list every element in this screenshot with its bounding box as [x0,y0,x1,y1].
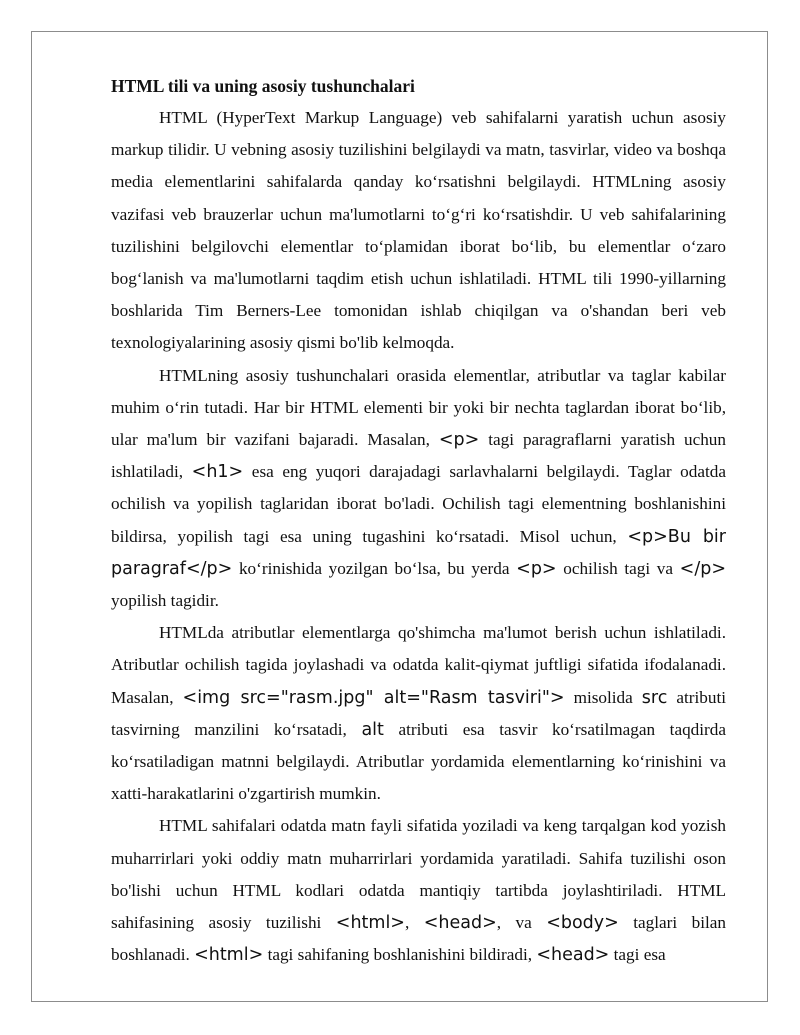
text-run: HTMLda atributlar elementlarga qo'shimcha ma'lumot berish uchun ishlatiladi. Atributlar ochilish tagida joylashadi va odatda kalit-qiymat juftligi sifatida ifodalanadi. Masalan, [111,623,726,707]
paragraph-elements-tags [111,360,726,618]
code-html-tag: <html> [335,913,405,934]
text-run: esa eng yuqori darajadagi sarlavhalarni belgilaydi. Taglar odatda ochilish va yopilish taglaridan iborat bo'ladi. Ochilish tagi elementning boshlanishini bildirsa, yopilish tagi esa uning tugashini ko‘rsatadi. Misol uchun, [111,462,726,546]
code-alt-attribute: alt [361,719,384,740]
code-src-attribute: src [641,687,668,708]
document-heading: HTML tili va uning asosiy tushunchalari [111,76,415,96]
text-run: HTML sahifalari odatda matn fayli sifatida yoziladi va keng tarqalgan kod yozish muharrirlari yoki oddiy matn muharrirlari yordamida yaratiladi. Sahifa tuzilishi oson bo'lishi uchun HTML kodlari odatda mantiqiy tartibda joylashtiriladi. HTML sahifasining asosiy tuzilishi [111,816,726,933]
text-run: atributi tasvirning manzilini ko‘rsatadi, [111,687,727,739]
code-p-close-tag: </p> [679,558,727,579]
text-run: taglari bilan boshlanadi. [111,913,726,965]
paragraph-attributes [111,617,726,810]
text-run: tagi sahifaning boshlanishini bildiradi, [263,945,537,965]
text-run: , va [496,913,547,933]
code-html-tag: <html> [194,945,264,966]
code-h1-tag: <h1> [191,462,244,483]
text-run: misolida [564,687,642,707]
text-run: tagi esa [609,945,666,965]
code-img-example: <img src="rasm.jpg" alt="Rasm tasviri"> [182,687,565,708]
document-body [111,70,726,971]
paragraph-html-intro: HTML (HyperText Markup Language) veb sahifalarni yaratish uchun asosiy markup tilidir. U vebning asosiy tuzilishini belgilaydi va matn, tasvirlar, video va boshqa media elementlarini sahifalarda qanday ko‘rsatishni belgilaydi. HTMLning asosiy vazifasi veb brauzerlar uchun ma'lumotlarni to‘g‘ri ko‘rsatishdir. U veb sahifalarining tuzilishini belgilovchi elementlar to‘plamidan iborat bo‘lib, bu elementlar o‘zaro bog‘lanish va ma'lumotlarni taqdim etish uchun ishlatiladi. HTML tili 1990-yillarning boshlarida Tim Berners-Lee tomonidan ishlab chiqilgan va o'shandan beri veb texnologiyalarining asosiy qismi bo'lib kelmoqda. [111,108,726,353]
code-head-tag: <head> [536,945,610,966]
paragraph-page-structure [111,810,726,971]
text-run: atributi esa tasvir ko‘rsatilmagan taqdirda ko‘rsatiladigan matnni belgilaydi. Atributlar yordamida elementlarning ko‘rinishini va xatti-harakatlarini o'zgartirish mumkin. [111,719,726,804]
code-body-tag: <body> [546,913,619,934]
text-run: ochilish tagi va [556,558,680,578]
code-paragraph-example: <p>Bu bir paragraf</p> [111,526,726,579]
text-run: HTMLning asosiy tushunchalari orasida elementlar, atributlar va taglar kabilar muhim o‘rin tutadi. Har bir HTML elementi bir yoki bir nechta taglardan iborat bo‘lib, ular ma'lum bir vazifani bajaradi. Masalan, [111,365,726,450]
text-run: tagi paragraflarni yaratish uchun ishlatiladi, [111,430,726,482]
text-run: , [404,913,424,933]
text-run: yopilish tagidir. [111,591,219,611]
text-run: ko‘rinishida yozilgan bo‘lsa, bu yerda [232,558,517,578]
code-p-tag: <p> [438,430,480,451]
code-p-open-tag: <p> [516,558,557,579]
code-head-tag: <head> [423,913,497,934]
